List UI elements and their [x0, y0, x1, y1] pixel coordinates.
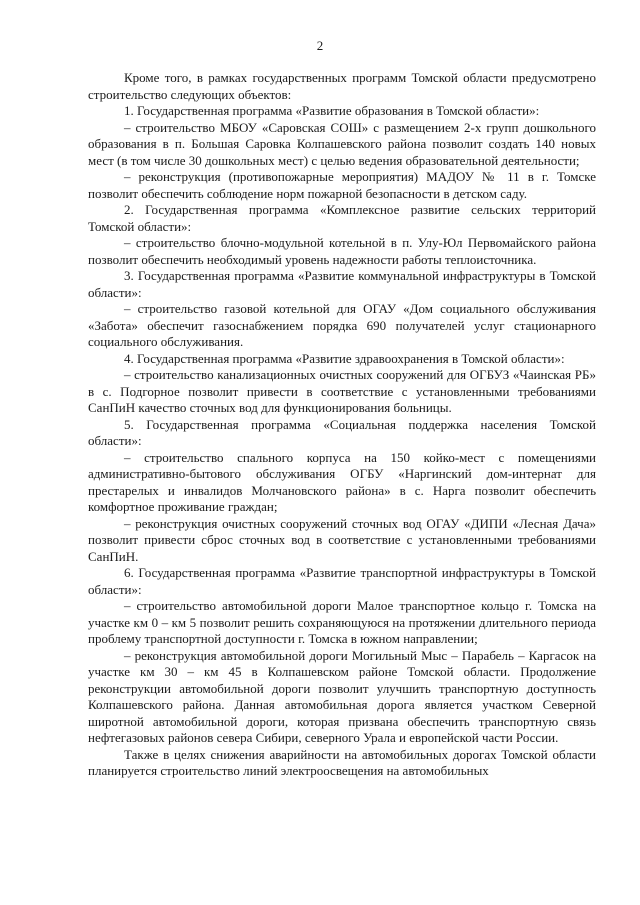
- list-item: – реконструкция (противопожарные мероприятия) МАДОУ № 11 в г. Томске позволит обеспечить соблюдение норм пожарной безопасности в детском саду.: [88, 169, 596, 201]
- list-item: – строительство автомобильной дороги Малое транспортное кольцо г. Томска на участке км 0 – км 5 позволит решить сохраняющуюся на протяжении длительного периода проблему транспортной доступности г. Томска в южном направлении;: [88, 598, 596, 646]
- program-heading-4: 4. Государственная программа «Развитие здравоохранения в Томской области»:: [124, 350, 565, 366]
- list-item: – строительство МБОУ «Саровская СОШ» с размещением 2-х групп дошкольного образования в п. Большая Саровка Колпашевского района позволит создать 140 новых мест (в том числе 30 дошкольных мест) с целью ведения образовательной деятельности;: [88, 119, 596, 168]
- list-item: – строительство канализационных очистных сооружений для ОГБУЗ «Чаинская РБ» в с. Подгорное позволит привести в соответствие с установленными требованиями СанПиН качество сточных вод для функционирования больницы.: [88, 367, 596, 415]
- program-heading-5: 5. Государственная программа «Социальная поддержка населения Томской области»:: [88, 416, 596, 448]
- program-heading-1: 1. Государственная программа «Развитие образования в Томской области»:: [124, 103, 540, 118]
- list-item: – строительство спального корпуса на 150 койко-мест с помещениями административно-бытового обслуживания ОГБУ «Наргинский дом-интернат для престарелых и инвалидов Молчановского района» в с. Нарга позволит обеспечить комфортное проживание граждан;: [88, 449, 596, 514]
- paragraph-intro: Кроме того, в рамках государственных программ Томской области предусмотрено строительство следующих объектов:: [88, 70, 596, 102]
- program-heading-3: 3. Государственная программа «Развитие коммунальной инфраструктуры в Томской области»:: [88, 268, 596, 300]
- body-text: [88, 70, 596, 780]
- page-number: 2: [316, 38, 324, 53]
- program-heading-6: 6. Государственная программа «Развитие транспортной инфраструктуры в Томской области»:: [88, 565, 596, 597]
- paragraph-closing: Также в целях снижения аварийности на автомобильных дорогах Томской области планируется строительство линий электроосвещения на автомобильных: [88, 746, 596, 778]
- list-item: – реконструкция очистных сооружений сточных вод ОГАУ «ДИПИ «Лесная Дача» позволит привести сброс сточных вод в соответствие с установленными требованиями СанПиН.: [88, 515, 596, 564]
- program-heading-2: 2. Государственная программа «Комплексное развитие сельских территорий Томской области»:: [88, 202, 596, 234]
- list-item: – строительство блочно-модульной котельной в п. Улу-Юл Первомайского района позволит обеспечить необходимый уровень надежности работы теплоисточника.: [88, 235, 596, 267]
- list-item: – реконструкция автомобильной дороги Могильный Мыс – Парабель – Каргасок на участке км 30 – км 45 в Колпашевском районе Томской области. Продолжение реконструкции автомобильной дороги позволит улучшить транспортную доступность Колпашевского района. Данная автомобильная дорога является участком Северной широтной автомобильной дороги, которая призвана обеспечить транспортную связь нефтегазовых районов севера Сибири, северного Урала и европейской части России.: [88, 647, 596, 745]
- list-item: – строительство газовой котельной для ОГАУ «Дом социального обслуживания «Забота» обеспечит газоснабжением порядка 690 получателей услуг стационарного социального обслуживания.: [88, 301, 596, 349]
